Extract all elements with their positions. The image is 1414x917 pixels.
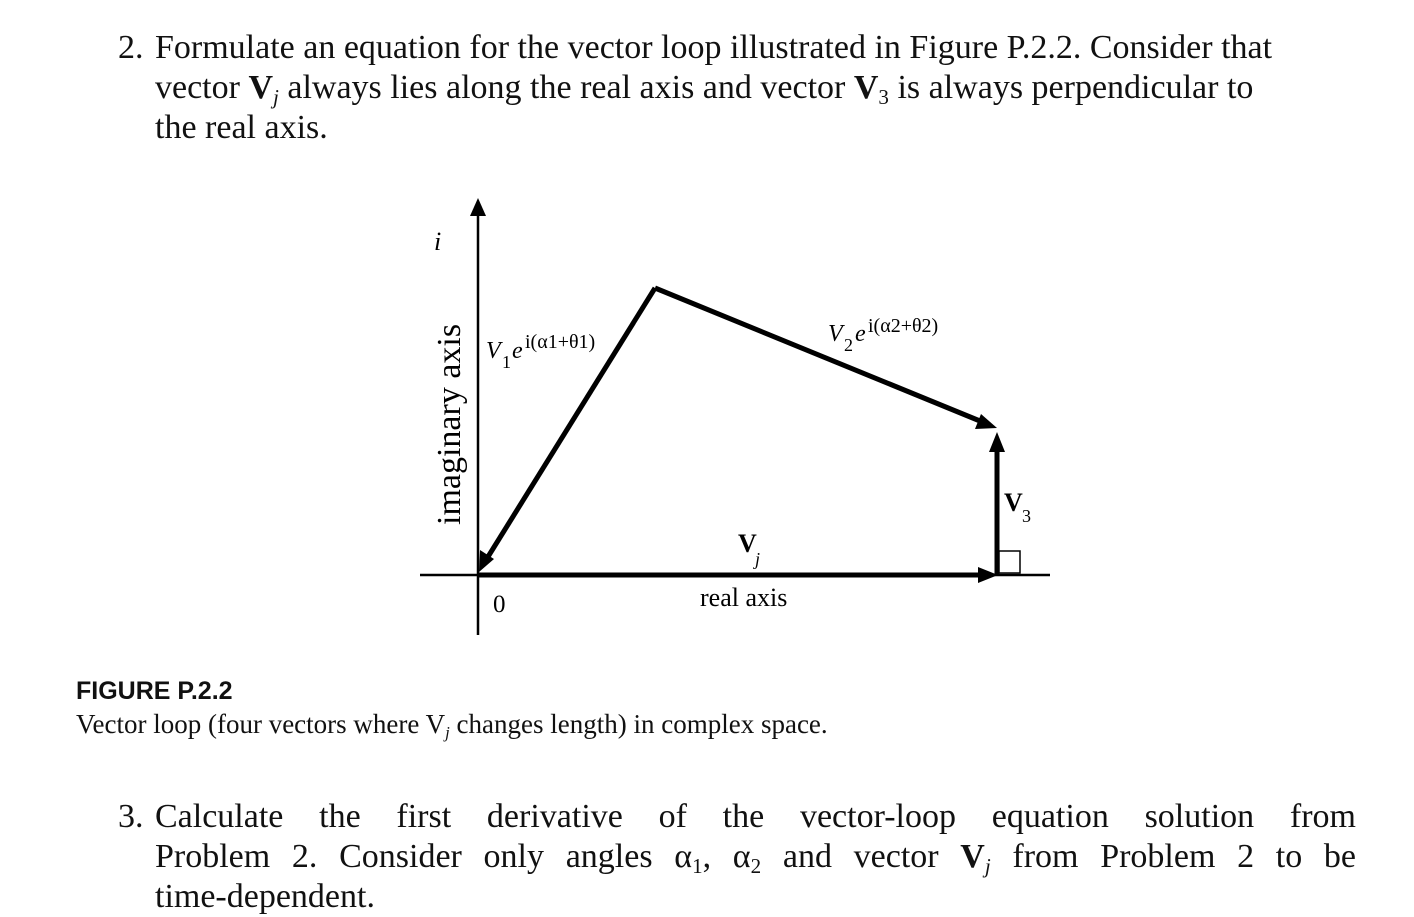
problem-3-line-3: time-dependent. <box>155 878 375 915</box>
svg-text:e: e <box>855 321 866 347</box>
problem-2-line-3: the real axis. <box>155 109 328 146</box>
svg-text:j: j <box>755 549 761 569</box>
problem-3 <box>118 797 1356 917</box>
svg-text:3: 3 <box>1022 506 1031 526</box>
v1-label <box>486 331 595 372</box>
vector-v3: V <box>853 69 879 106</box>
real-axis-label: real axis <box>700 583 788 612</box>
v2-label <box>828 315 938 355</box>
problem-3-number: 3. <box>118 798 144 835</box>
svg-text:e: e <box>512 338 523 364</box>
problem-3-line-1: Calculate the first derivative of the vector-loop equation solution from <box>155 798 1356 835</box>
imaginary-axis-label: imaginary axis <box>431 323 468 525</box>
svg-text:i(α2+θ2): i(α2+θ2) <box>868 315 939 337</box>
svg-text:1: 1 <box>502 352 511 372</box>
problem-2-line-2: vector $V_j$ always lies along the real axis and vector $V_3$ is always perpendicular to <box>155 69 1254 109</box>
problem-3-text <box>155 797 1356 917</box>
svg-text:2: 2 <box>844 335 853 355</box>
svg-text:V: V <box>828 321 843 347</box>
v3-label <box>1004 488 1031 526</box>
figure-caption-title: FIGURE P.2.2 <box>76 677 233 705</box>
svg-text:V: V <box>738 529 757 558</box>
problem-2-number: 2. <box>118 29 144 66</box>
vector-vj: V <box>248 69 274 106</box>
svg-text:i(α1+θ1): i(α1+θ1) <box>525 331 596 353</box>
vector-v2-arrowhead <box>975 414 997 429</box>
vector-v3-arrowhead <box>989 432 1005 452</box>
origin-label: 0 <box>493 591 506 618</box>
imaginary-axis-arrowhead <box>470 198 486 216</box>
vector-v2 <box>655 288 980 421</box>
problem-2-line-1: Formulate an equation for the vector loop illustrated in Figure P.2.2. Consider that <box>155 29 1273 66</box>
vj-label <box>738 529 760 569</box>
svg-text:V: V <box>486 338 501 364</box>
vector-v1 <box>486 288 655 560</box>
figure-caption-text: Vector loop (four vectors where $V_j$ changes length) in complex space. <box>76 709 828 743</box>
problem-3-line-2: Problem 2. Consider only angles $\alpha_1$, $\alpha_2$ and vector $V_j$ from Problem 2 to be <box>155 838 1357 878</box>
axis-i-label: i <box>434 227 442 256</box>
svg-text:V: V <box>1004 488 1023 517</box>
right-angle-marker <box>999 551 1020 573</box>
